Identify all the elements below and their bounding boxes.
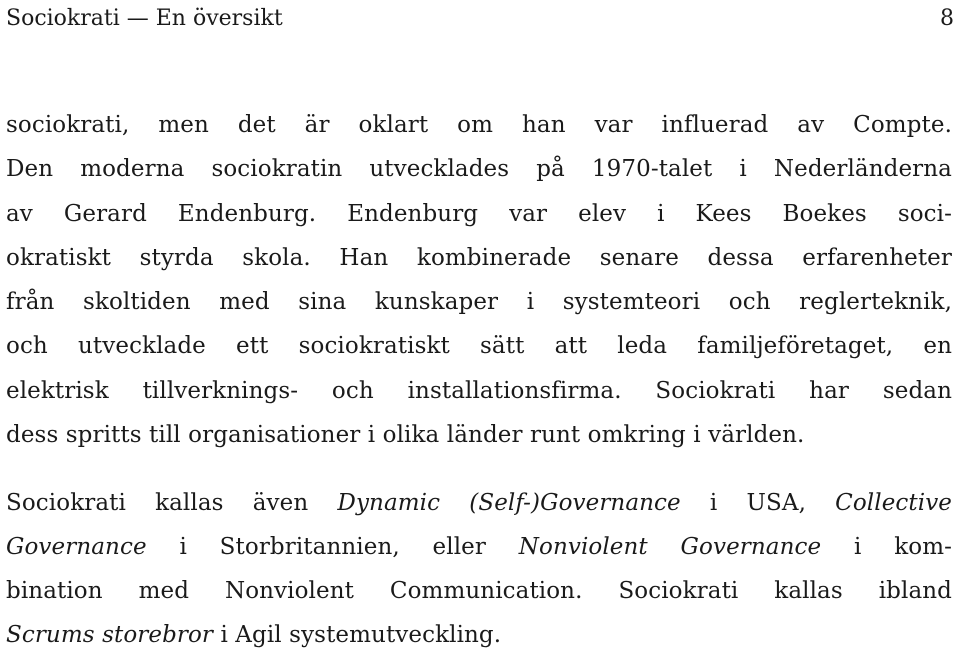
emphasis-collective: Collective [835, 490, 953, 516]
emphasis-scrums-storebror: Scrums storebror [6, 622, 214, 648]
text-run: i USA, [680, 490, 836, 516]
emphasis-governance: Governance [6, 534, 147, 560]
text-line [6, 531, 952, 563]
text-line: okratiskt styrda skola. Han kombinerade senare dessa erfarenheter [6, 245, 952, 271]
text-run: i Storbritannien, eller [146, 534, 519, 560]
text-line: dess spritts till organisationer i olika länder runt omkring i världen. [6, 422, 805, 448]
page-number: 8 [940, 6, 954, 31]
text-line: och utvecklade ett sociokratiskt sätt att leda familjeföretaget, en [6, 333, 952, 359]
text-line [6, 619, 501, 651]
text-run: Sociokrati kallas även [6, 490, 338, 516]
text-line: elektrisk tillverknings- och installationsfirma. Sociokrati har sedan [6, 378, 952, 404]
text-line [6, 487, 952, 519]
running-title: Sociokrati — En översikt [6, 6, 283, 31]
text-run: i Agil systemutveckling. [213, 622, 502, 648]
text-line: Den moderna sociokratin utvecklades på 1970-talet i Nederländerna [6, 156, 952, 182]
text-line: sociokrati, men det är oklart om han var influerad av Compte. [6, 112, 952, 138]
text-line: från skoltiden med sina kunskaper i systemteori och reglerteknik, [6, 289, 952, 315]
text-line: av Gerard Endenburg. Endenburg var elev i Kees Boekes soci- [6, 201, 952, 227]
text-line: bination med Nonviolent Communication. Sociokrati kallas ibland [6, 578, 952, 604]
page-header [6, 4, 954, 34]
text-run: i kom- [821, 534, 952, 560]
emphasis-dynamic-governance: Dynamic (Self-)Governance [337, 490, 681, 516]
emphasis-nonviolent-governance: Nonviolent Governance [518, 534, 822, 560]
